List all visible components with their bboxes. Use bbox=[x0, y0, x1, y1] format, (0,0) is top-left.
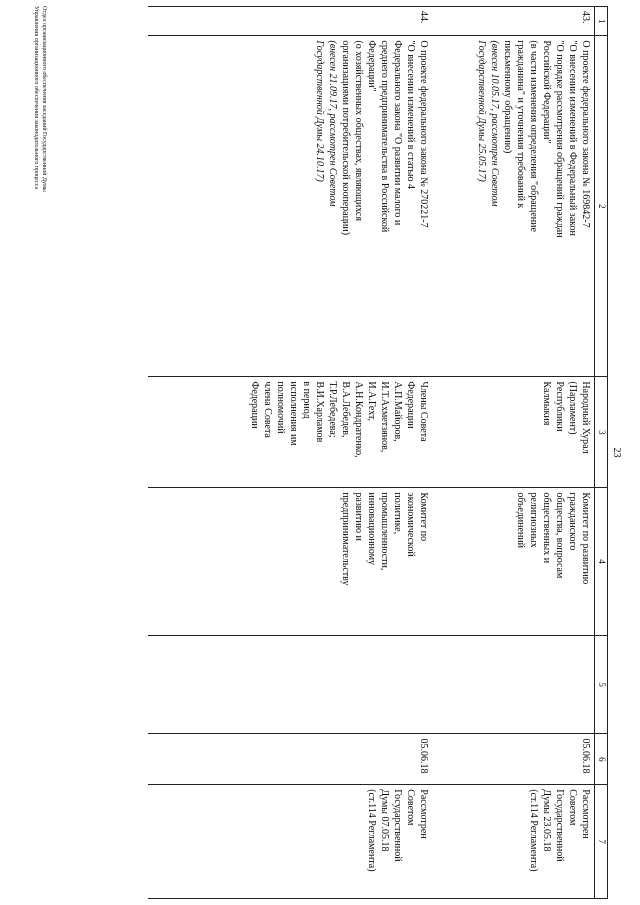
date-cell: 05.06.18 bbox=[440, 734, 595, 785]
bill-title-line: "О внесении изменений в Федеральный закон bbox=[567, 40, 579, 236]
bill-note-line: (внесен 10.05.17, рассмотрен Советом bbox=[489, 40, 501, 207]
row-number: 43. bbox=[440, 7, 595, 36]
committee-line: предпринимательству bbox=[340, 492, 352, 586]
row-number: 44. bbox=[148, 7, 440, 36]
date-cell: 05.06.18 bbox=[148, 734, 440, 785]
author-line: Калмыкия bbox=[541, 381, 553, 426]
committee-cell bbox=[148, 488, 440, 635]
column-5-cell bbox=[440, 635, 595, 734]
author-line: полномочий bbox=[275, 381, 287, 434]
bill-title-cell bbox=[148, 36, 440, 377]
committee-line: экономической bbox=[405, 492, 417, 557]
author-line: в период bbox=[301, 381, 313, 419]
bill-note-line: (внесен 21.09.17, рассмотрен Советом bbox=[327, 40, 339, 207]
author-line: Члены Совета bbox=[418, 381, 430, 442]
table-row bbox=[440, 7, 595, 899]
bill-title-line: Федерации" bbox=[366, 40, 378, 92]
bill-title-line: "О порядке рассмотрения обращений граждан bbox=[554, 40, 566, 238]
status-cell bbox=[148, 785, 440, 899]
author-line: (Парламент) bbox=[567, 381, 579, 435]
author-line: Т.Р.Лебедева; bbox=[327, 381, 339, 438]
author-line: А.П.Майоров, bbox=[392, 381, 404, 442]
status-cell bbox=[440, 785, 595, 899]
status-line: (ст.114 Регламента) bbox=[366, 789, 378, 872]
committee-line: политике, bbox=[392, 492, 404, 535]
column-header: 2 bbox=[595, 36, 608, 377]
bill-note-line: Государственной Думы 25.05.17) bbox=[476, 40, 488, 182]
column-header: 6 bbox=[595, 734, 608, 785]
bill-title-line: Федерального закона "О развитии малого и bbox=[392, 40, 404, 226]
author-line: Федерации bbox=[249, 381, 261, 429]
author-line: члена Совета bbox=[262, 381, 274, 438]
bill-title-line: организациями потребительской кооперации) bbox=[340, 40, 352, 236]
status-line: (ст.114 Регламента) bbox=[528, 789, 540, 872]
committee-line: промышленности, bbox=[379, 492, 391, 571]
column-header: 5 bbox=[595, 635, 608, 734]
bill-title-line: письменному обращению) bbox=[502, 40, 514, 154]
status-line: Думы 23.05.18 bbox=[541, 789, 553, 852]
author-line: А.Н.Кондратенко, bbox=[353, 381, 365, 458]
column-header: 3 bbox=[595, 377, 608, 488]
bill-title-line: "О внесении изменений в статью 4 bbox=[405, 40, 417, 190]
committee-line: религиозных bbox=[528, 492, 540, 548]
bill-title-line: среднего предпринимательства в Российской bbox=[379, 40, 391, 233]
bill-title-line: гражданина" и уточнения требований к bbox=[515, 40, 527, 209]
author-line: исполнения им bbox=[288, 381, 300, 446]
author-line: Федерации bbox=[405, 381, 417, 429]
status-line: Государственной bbox=[554, 789, 566, 862]
bill-title-line: О проекте федерального закона № 169842-7 bbox=[580, 40, 592, 228]
bill-title-cell bbox=[440, 36, 595, 377]
committee-cell bbox=[440, 488, 595, 635]
bills-table bbox=[148, 6, 608, 899]
committee-line: Комитет по bbox=[418, 492, 430, 542]
status-line: Думы 07.05.18 bbox=[379, 789, 391, 852]
committee-line: общества, вопросам bbox=[554, 492, 566, 579]
bill-title-line: Российской Федерации" bbox=[541, 40, 553, 144]
bill-title-line: О проекте федерального закона № 270221-7 bbox=[418, 40, 430, 228]
column-header: 4 bbox=[595, 488, 608, 635]
column-5-cell bbox=[148, 635, 440, 734]
author-line: В.И.Харламов bbox=[314, 381, 326, 443]
column-header: 1 bbox=[595, 7, 608, 36]
bill-title-line: (в части изменения определения "обращение bbox=[528, 40, 540, 232]
committee-line: развитию и bbox=[353, 492, 365, 541]
author-line: В.А.Лебедев, bbox=[340, 381, 352, 438]
column-header: 7 bbox=[595, 785, 608, 899]
footer-line: Управления организационного обеспечения законодательного процесса bbox=[32, 6, 39, 190]
author-cell bbox=[440, 377, 595, 488]
bill-title-line: (о хозяйственных обществах, являющихся bbox=[353, 40, 365, 221]
status-line: Советом bbox=[567, 789, 579, 826]
author-line: И.А.Гехт, bbox=[366, 381, 378, 422]
status-line: Рассмотрен bbox=[418, 789, 430, 839]
page-number: 23 bbox=[611, 447, 622, 458]
bill-note-line: Государственной Думы 24.10.17) bbox=[314, 40, 326, 182]
author-line: Республики bbox=[554, 381, 566, 432]
author-cell bbox=[148, 377, 440, 488]
table-header-row bbox=[595, 7, 608, 899]
committee-line: гражданского bbox=[567, 492, 579, 551]
committee-line: общественных и bbox=[541, 492, 553, 564]
status-line: Рассмотрен bbox=[580, 789, 592, 839]
status-line: Государственной bbox=[392, 789, 404, 862]
document-footer bbox=[32, 6, 48, 192]
committee-line: Комитет по развитию bbox=[580, 492, 592, 585]
table-row bbox=[148, 7, 440, 899]
author-line: Народный Хурал bbox=[580, 381, 592, 454]
footer-line: Отдел организационного обеспечения заседаний Государственной Думы bbox=[41, 6, 47, 192]
status-line: Советом bbox=[405, 789, 417, 826]
committee-line: инновационному bbox=[366, 492, 378, 566]
author-line: И.Т.Ахметзянов, bbox=[379, 381, 391, 453]
committee-line: объединений bbox=[515, 492, 527, 549]
